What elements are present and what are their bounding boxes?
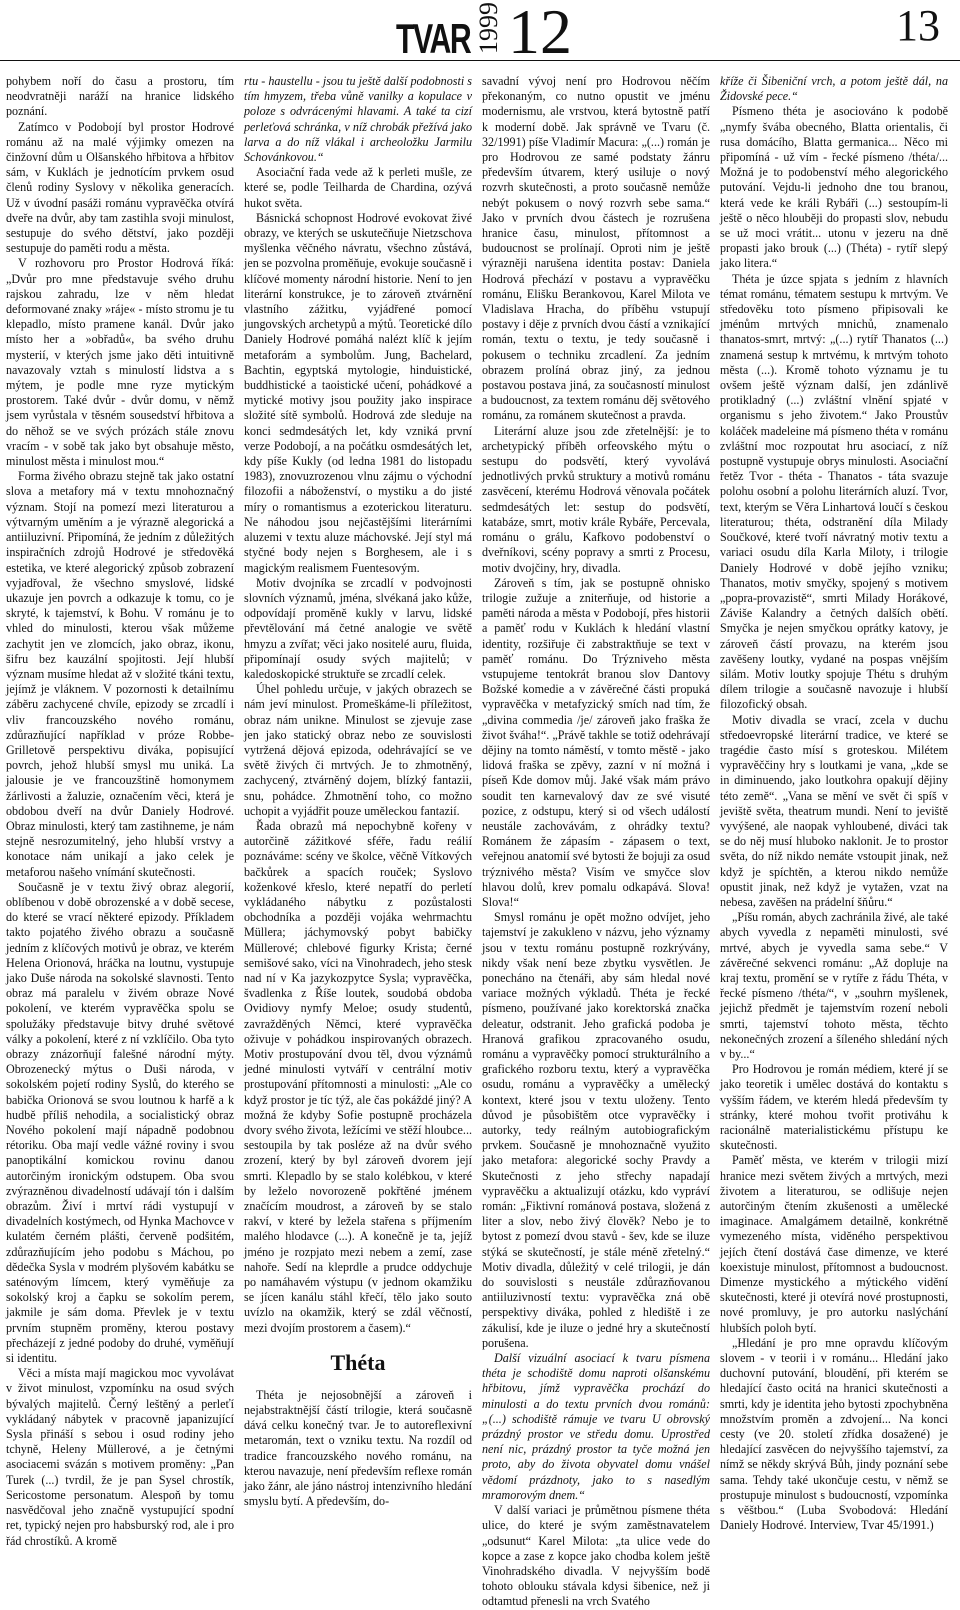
- paragraph: Motiv dvojníka se zrcadlí v podvojnosti slovních významů, jména, slvékaná jako kůže, odpovídají proměně kukly v larvu, lidské převtělování má četné analogie ve světě hmyzu a zvířat; věci jako nositelé auru, fluida, připomínají osudy svých majitelů; v kaledoskopické struktuře se zrcadlí celek.: [244, 575, 472, 681]
- masthead-year: 1999: [474, 2, 503, 54]
- paragraph: Věci a místa mají magickou moc vyvolávat v život minulost, vzpomínku na osud svých bývalých majitelů. Černý leštěný a perleťí vykládaný nábytek v pracovně japanizující Sysla přináší s sebou i osud rodiny jeho tchyně, Heleny Müllerové, a je četnými asociacemi svázán s motivem proměny: „Pan Turek (...) tvrdil, že je pan Sysel chrostík, Sericostome personatum. Alespoň by tomu nasvědčoval jeho značně vystupující spodní ret, typický nejen pro habsburský rod, ale i pro řád chrostíků. A kromě: [6, 1366, 234, 1548]
- paragraph: Forma živého obrazu stejně tak jako ostatní slova a metafory má v textu mnohoznačný význam. Stojí na pomezí mezi literaturou a výtvarným uměním a je výrazně alegorická a antiiluzivní. Připomíná, že jedním z důležitých inspiračních zdrojů Hodrové je středověká estetika, ve které alegorický způsob zobrazení vyjadřoval, že všechno smyslové, lidské ukazuje jen povrch a odkazuje k tomu, co je skryté, k tajemství, k Bohu. V románu je to vhled do minulosti, kterou však můžeme zachytit jen ve zlomcích, jako obraz, ikonu, šifru bez kauzální spojitosti. Její hlubší význam musíme hledat až v složité tkáni textu, jejímž je vláknem. V pozornosti k detailnímu záběru zachycené chvíle, epizody se zrcadlí i vliv francouzského nového románu, zdůrazňující například v próze Robbe-Grilletově perspektivu diváka, popisující povrch, jehož hlubší smysl mu uniká. La jalousie je ve francouzštině homonymem žárlivosti a žaluzie, označením věci, která je obdobou dveří na dvůr Daniely Hodrové. Obraz minulosti, který tam zastihneme, je nám stejně nesrozumitelný, jeho hlubší vrstvy a konotace nám unikají a jako celek je metaforou našeho vnímání skutečnosti.: [6, 469, 234, 879]
- paragraph: Théta je úzce spjata s jedním z hlavních témat románu, tématem sestupu k mrtvým. Ve středověku toto písmeno připisovali ke jménům mrtvých mnichů, znamenalo thanatos-smrt, mrtvý: „(...) rytíř Thanatos (...) znamená sestup k mrtvému, k mrtvým tohoto města (...). Kromě tohoto významu je tu ovšem ještě význam další, jen zdánlivě protikladný (...) zvláštní vlnění spjaté v organismu s jeho životem.“ Jako Proustův koláček madeleine má písmeno théta v románu zvláštní moc rozpoutat hru asociací, z níž postupně vystupuje obrys minulosti. Asociační řetěz Tvor - théta - Thanatos - táta svazuje polohu osobní a polohu literárních aluzí. Tvor, text, kterým se Věra Linhartová loučí s českou literaturou; théta, odstranění díla Milady Součkové, které tvoří návratný motiv textu a variaci osudu díla Karla Miloty, i trilogie Daniely Hodrové v době jejího vzniku; Thanatos, motiv smyčky, spojený s motivem „popra-provazistě“, smrti Milady Horákové, Záviše Kalandry a četných dalších obětí. Smyčka je nejen smyčkou oprátky katovy, je zároveň částí provazu, na kterém jsou zavěšeny loutky, vydané na pospas vnějším silám. Motiv loutky spojuje Thétu s druhým dílem trilogie a současně navozuje i hlubší filozofický obsah.: [720, 271, 948, 712]
- paragraph: Básnická schopnost Hodrové evokovat živé obrazy, ve kterých se uskutečňuje Nietzschova myšlenka věčného návratu, všechno zůstává, jen se pozvolna proměňuje, evokuje současně i klíčové momenty národní historie. Není to jen literární konstrukce, je to zároveň ztvárnění vlastního zážitku, vyjádřené pomocí jungovských archetypů a mýtů. Teoretické dílo Daniely Hodrové pomáhá nalézt klíč k jejím metaforám a symbolům. Jung, Bachelard, Bachtin, egyptská mytologie, hinduistické, buddhistické a taoistické učení, pohádkové a mytické motivy jsou použity jako inspirace složité sítě symbolů. Hodrová zde sleduje na konci sedmdesátých let, kdy vzniká první verze Podobojí, a na počátku osmdesátých let, kdy píše Kukly (od ledna 1981 do listopadu 1983), znovuzrozenou vlnu zájmu o východní filozofii a náboženství, o mystiku a do jisté míry o romantismus a ezoterickou literaturu. Ne náhodou jsou nejčastějšími literárními aluzemi v textu aluze máchovské. Její styl má styčné body nejen s Borghesem, ale i s magickým realismem Fuentesovým.: [244, 210, 472, 575]
- text-column-1: [6, 74, 234, 1548]
- paragraph: Současně je v textu živý obraz alegorií, oblíbenou v době obrozenské a v době secese, do které se vrací některé epizody. Příkladem takto pojatého živého obrazu a současně jedním z klíčových motivů je obraz, ve kterém Helena Orionová, hráčka na loutnu, vystupuje jako Duše národa na sokolské slavnosti. Tento obraz má paralelu v živém obraze Nové pokolení, ve kterém vypravěčka spolu se spolužáky představuje bitvy druhé světové války a pokolení, které z ní vzklíčilo. Oba tyto obrazy znázorňují falešné národní mýty. Obrozenecký mýtus o Duši národa, v sokolském pojetí rodiny Syslů, do kterého se babička Orionová se svou loutnou k harfě a k hudbě příliš nehodila, a socialistický obraz Nového pokolení mají nápadně podobnou rétoriku. Oba mají vedle vážné roviny i svou panoptikální komickou rovinu danou autorčiným ironickým odstupem. Oba svou zvýrazněnou divadelností udávají tón i dalším obrazům. Živí i mrtví rádi vystupují v divadelních kostýmech, od Hynka Machovce v kulatém černém plášti, červeně podšitém, zdůrazňujícím jeho podobu s Máchou, po dědečka Sysla v modrém plyšovém kabátku se saténovým límcem, který vyměňuje za sokolský kroj a čapku se sokolím perem, jakmile je sám doma. Převlek je v textu prvním stupněm proměny, kterou postavy přecházejí z jedné podoby do druhé, vyměňují si identitu.: [6, 879, 234, 1366]
- page-header: [0, 0, 960, 67]
- masthead-title: TVAR: [396, 15, 471, 62]
- masthead-issue: 12: [508, 0, 572, 67]
- section-heading: Théta: [330, 1349, 386, 1375]
- paragraph: „Píšu román, abych zachránila živé, ale také abych vyvedla z nepaměti minulosti, své mrtvé, abych je vyvedla sama sebe.“ V závěrečné sekvenci románu: „Až dopluje na kraj textu, promění se v rytíře z řádu Théta, v řecké písmeno /théta/“, v „souhrn myšlenek, jejichž předmět je tajemstvím rození neboli smrti, tajemství tohoto města, těchto nekonečných zrození a šíleného shledání ných v by...“: [720, 910, 948, 1061]
- text-column-2: [244, 74, 472, 1509]
- paragraph: rtu - haustellu - jsou tu ještě další podobnosti s tím hmyzem, třeba vůně vanilky a kopulace v poloze s odvrácenými hlavami. A také ta cizí perleťová schránka, v níž chrobák přežívá jako larva a do níž vlákal i archeoložku Jarmilu Schovánkovou.“: [244, 74, 472, 165]
- paragraph: Zároveň s tím, jak se postupně ohnisko trilogie zužuje a zniterňuje, od historie a paměti národa a města v Podobojí, přes historii a paměť rodu v Kuklách k hledání vlastní identity, rozšiřuje či zabstraktňuje se text v paměť románu. Do Trýzniveho města vstupujeme tentokrát branou slov Dantovy Božské komedie a v závěrečné části propuká vypravěčka v metafyzický smích nad tím, že „divina commedia /je/ zároveň jako fraška že život šváha!“. „Právě takhle se totiž odehrávají dějiny na tomto náměstí, v tomto městě - jako lidová fraška se zpěvy, zazní v ní možná i píseň Kde domov můj. Jaké však mám právo soudit ten karnevalový dav ze své visuté pozice, z odstupu, který si od všech událostí neustále zachovávám, z ohrádky textu? Románem že zápasím - zápasem o text, veřejnou anatomií své bytosti že bojuji za osud trýznivého města? Visím ve smyčce slov hlavou dolů, krev pomalu odkapává. Slova! Slova!“: [482, 575, 710, 909]
- masthead: [396, 0, 572, 67]
- paragraph: Asociační řada vede až k perleti mušle, ze které se, podle Teilharda de Chardina, ozývá hukot světa.: [244, 165, 472, 210]
- paragraph: „Hledání je pro mne opravdu klíčovým slovem - v teorii i v románu... Hledání jako duchovní putování, bloudění, při kterém se hledající často ocitá na hranici skutečnosti a smrti, kdy je identita jeho bytosti zpochybněna množstvím proměn a zdvojení... Na konci cesty (ve 20. století zřídka dosažené) je hledající zasvěcen do nejvyššího tajemství, za nímž se někdy skrývá Bůh, jindy poznání sebe sama. Tehdy také ukončuje cestu, v němž se prostupuje minulost s budoucností, vzpomínka s věštbou.“ (Luba Svobodová: Hledání Daniely Hodrové. Interview, Tvar 45/1991.): [720, 1335, 948, 1533]
- paragraph: V rozhovoru pro Prostor Hodrová říká: „Dvůr pro mne představuje svého druhu rajskou zahradu, lze v něm hledat deformované znaky »ráje« - místo stromu je tu klepadlo, místo pramene kanál. Dvůr jako místo her a »obřadů«, ba svého druhu mysterií, v kterých jsme jako děti intuitivně navazovaly vztah s minulostí lidstva a s mýtem, je podle mne ryze mytickým prostorem. Také dvůr - dvůr domu, v němž jsem vyrůstala v těsném sousedství hřbitova a do něhož se ve svých prózách stále znovu vracím - v sobě tak jako byt obsahuje město, minulost města i minulost mou.“: [6, 256, 234, 469]
- paragraph: Smysl románu je opět možno odvíjet, jeho tajemství je zakukleno v názvu, jeho významy jsou v textu románu postupně rozkrývány, nikdy však není beze zbytku vysvětlen. Je ponecháno na čtenáři, aby sám hledal nové variace možných výkladů. Théta je řecké písmeno, používané jako korektorská značka deleatur, odstranit. Jeho grafická podoba je Hranová grafikou zpracovaného osudu, románu a vypravěčky pomocí strukturálního a grafického rozboru textu, který a vypravěčka osudu, románu a vypravěčky a umělecký kontext, které jsou v textu uloženy. Tento důvod je působištěm otce vypravěčky i autorky, tedy reálným autobiografickým prvkem. Současně je mnohoznačně využito jako metafora: alegorické sochy Pravdy a Skutečnosti z jeho střechy napadají vypravěčku a aktualizují otázku, kdo vypráví román: „Fiktivní románová postava, složená z liter a slov, nebo živý člověk? Nebo je to bytost z pomezí dvou stavů - šev, kde se iluze stýká se skutečností, je stále méně zřetelný.“ Motiv divadla, důležitý v celé trilogii, je dán do souvislosti s neustále zdůrazňovanou antiiluzivností textu: vypravěčka zná obě perspektivy diváka, pohled z hlediště i ze zákulisí, kde je iluze o jedné hry a skutečností porušena.: [482, 910, 710, 1350]
- text-column-4: [720, 74, 948, 1533]
- paragraph: Řada obrazů má nepochybně kořeny v autorčině zážitkové sféře, řadu reálií poznáváme: scény ve školce, věčně Vítkových bačkůrek a spacích rouček; Syslovo koženkové křeslo, které nepatří do perletí vykládaného nábytku z pozůstalosti obchodníka a později vojáka wehrmachtu Müllera; jáchymovský pobyt babičky Müllerové; chlebové figurky Krista; černé semišové sako, víci na Vinohradech, jeho stesk nad ní v Ka jazykozpytce Sysla; vypravěčka, švadlenka z Říše loutek, soudobá obdoba Ovidiovy nymfy Meloe; osudy studentů, zavražděných Němci, které vypravěčka oživuje v pohádkou inspirovaných obrazech. Motiv prostupování dvou těl, dvou význámů jedné minulosti vytváří v centrální motiv prostupování přítomnosti a minulosti: „Ale co když prostor je tíc týž, ale čas pokáždé jiný? A možná že kdyby Sofie postupně procházela dvory svého života, ležícími ve stěží hloubce... sestoupila by tak posléze až na dvůr svého zrození, který by byl zároveň dvorem její smrti. Klepadlo by se stalo kolébkou, v které by leželo novorozeně pokřtěné jménem značícím moudrost, a zároveň by se stalo rakví, v které by ležela stařena s příjmením malého hlodavce (...). A konečně je ta, jejíž jméno je rozpjato mezi nebem a zemí, zase nahoře. Sedí na kleprdle a prudce oddychuje po namáhavém výstupu (v jednom okamžiku se jícen kanálu stáhl křečí, tělo jako souto uvízlo na okamžik, který se zdál věčností, mezi dvojím prostorem a časem).“: [244, 818, 472, 1335]
- page-number: 13: [896, 1, 940, 50]
- paragraph: Literární aluze jsou zde zřetelnější: je to archetypický příběh orfeovského mýtu o sestupu do podsvětí, který vyvolává jednotlivých prvků struktury a motivů románu zasvěcení, kterému Hodrová věnovala počátek sedmdesátých let: sestup do podsvětí, katabáze, smrt, motiv krále Rybáře, Percevala, románu o grálu, Kafkovo podobenství o dveřníkovi, scény popravy a smrti z Procesu, motiv dvojčiny, hry, divadla.: [482, 423, 710, 575]
- paragraph: Pro Hodrovou je román médiem, které jí se jako teoretik i umělec dostává do kontaktu s vyšším řádem, ve kterém hledá především ty stránky, které mohou tvořit protiváhu k racionálně materialistickému přístupu ke skutečnosti.: [720, 1062, 948, 1153]
- paragraph: Théta je nejosobnější a zároveň i nejabstraktnější částí trilogie, která současně dává celku konečný tvar. Je to autoreflexivní metaromán, text o vzniku textu. Na rozdíl od tradice francouzského nového románu, na kterou navazuje, není především reflexe román jako žánr, ale jáno nástroj intenzivního hledání smyslu bytí. A především, do-: [244, 1387, 472, 1509]
- article-body: [6, 74, 956, 1609]
- paragraph: Další vizuální asociací k tvaru písmena théta je schodiště domu naproti olšanskému hřbitovu, jímž vypravěčka prochází do minulosti a do textu prvních dvou románů: „(...) schodiště rámuje ve tvaru U obrovský prázdný prostor ve středu domu. Uprostřed není nic, prázdný prostor ta tyče možná jen proto, aby do života obyvatel domu vnášel vědomí prázdnoty, jako to s nasedlým mramorovým dnem.“: [482, 1351, 710, 1502]
- paragraph: Motiv divadla se vrací, zcela v duchu středoevropské literární tradice, ve které se tragédie často mísí s groteskou. Milétem vypravěččiny hry s loutkami je vana, „kde se in diminuendo, jako loutkohra opakují dějiny této země“. „Vana se mění ve svět či spíš v jeviště světa, theatrum mundi. Není to jeviště vyvýšené, ale naopak vyhloubené, diváci tak se do něj musí hluboko naklonit. Je to prostor světa, do níž nikdo nemáte vstoupit jinak, než když je spíchtěn, a kterou nikdo nemůže opustit jinak, než když je vytažen, vzat na nebesa, zavěšen na prádelní šňůru.“: [720, 712, 948, 909]
- paragraph: kříže či Šibeniční vrch, a potom ještě dál, na Židovské pece.“: [720, 74, 948, 104]
- paragraph: savadní vývoj není pro Hodrovou něčím překonaným, co nutno opustit ve jménu modernismu, ale vrstvou, která bytostně patří k moderní době. Jak správně ve Tvaru (č. 32/1991) píše Vladimír Macura: „(...) román je pro Hodrovou ze samé podstaty žánru především útvarem, který usiluje o nový rozvrh skutečnosti, a proto současně nemůže nebýt pokusem o nový rozvrh sebe sama.“ Jako v prvních dvou částech je rozrušena hranice času, minulost, přítomnost a budoucnost se prolínají. Oproti nim je ještě výrazněji narušena identita postav: Daniela Hodrová přechází v postavu a vypravěčku románu, Elišku Berankovou, Karel Milota ve Vladislava Hracha, do příběhu vstupují postavy i děje z prvních dvou částí a vznikající román, textu o textu, je tedy současně i pokusem o techniku zrcadlení. Za jedním obrazem prolíná obraz jiný, za jednou postavou postava jiná, za současností minulost a budoucnost, za textem románu děj světového románu, za románem skutečnost a pravda.: [482, 74, 710, 423]
- paragraph: V další variaci je průmětnou písmene théta ulice, do které je svým zaměstnavatelem „odsunut“ Karel Milota: „ta ulice vede do kopce a zase z kopce jako chodba kolem ještě Vinohradského divadla. V nejvyšším bodě tohoto oblouku stávala kdysi šibenice, než ji odtamtud přenesli na vrch Svatého: [482, 1503, 710, 1609]
- paragraph: Písmeno théta je asociováno k podobě „nymfy švába obecného, Blatta orientalis, či rusa domácího, Blatta germanica... Něco mi připomíná - už vím - řecké písmeno /théta/... Možná je to podobenství mého alegorického putování. Vejdu-li jednoho dne tou branou, která vede ke králi Rybáři (...) sestoupím-li ještě o něco hlouběji do propasti slov, nebudu se už moci vrátit... utonu v jezeru na dně propasti jako brouk (...) (Théta) - rytíř slepý jako litera.“: [720, 104, 948, 271]
- paragraph: Zatímco v Podobojí byl prostor Hodrové románu až na malé výjimky omezen na činžovní dům u Olšanského hřbitova a hřbitov sám, v Kuklách je jednotícím prvkem osud členů rodiny Syslovy v několika generacích. Už v úvodní pasáži románu vypravěčka otvírá dveře na dvůr, aby tam zastihla svoji minulost, sestupuje do svého dětství, jako později sestupuje do paměti rodu a města.: [6, 119, 234, 256]
- paragraph: Úhel pohledu určuje, v jakých obrazech se nám jeví minulost. Promeškáme-li příležitost, obraz nám unikne. Minulost se zjevuje zase jen jako statický obraz nebo ze souvislosti vytržená dějová epizoda, odehrávající se ve světě živých či mrtvých. Je to zhmotněný, zachycený, ztvárněný dojem, blízký fantazii, snu, pohádce. Zhmotnění toho, co možno uchopit a vyjádřit pouze uměleckou fantazií.: [244, 682, 472, 818]
- paragraph: Paměť města, ve kterém v trilogii mizí hranice mezi světem živých a mrtvých, mezi životem a literaturou, se odlišuje nejen autorčiným čtením zkušenosti a umělecké imaginace. Amalgámem detailně, konkrétně vymezeného místa, viděného perspektivou jejích čtení dostává čase dimenze, ve které koexistuje minulost, přítomnost a budoucnost. Dimenze mystického a mýtického vidění skutečnosti, které ji otevírá nové prostupnosti, nové promluvy, je pro autorku naslýchání hlubších poloh bytí.: [720, 1153, 948, 1335]
- header-rule: [0, 60, 960, 61]
- paragraph: pohybem noří do času a prostoru, tím neodvratněji naráží na hranice lidského poznání.: [6, 74, 234, 119]
- text-column-3: [482, 74, 710, 1609]
